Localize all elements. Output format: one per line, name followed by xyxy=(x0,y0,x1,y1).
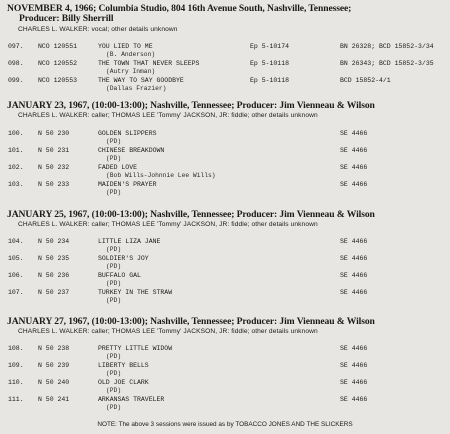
track-title: BUFFALO GAL xyxy=(98,272,141,279)
track-issue: SE 4466 xyxy=(340,396,368,403)
session-heading xyxy=(7,4,447,24)
track-credit: (Autry Inman) xyxy=(106,68,156,75)
track-issue: SE 4466 xyxy=(340,345,368,352)
track-number: 109. xyxy=(8,362,24,369)
track-title: LITTLE LIZA JANE xyxy=(98,238,161,245)
track-issue: SE 4466 xyxy=(340,255,368,262)
track-issue: SE 4466 xyxy=(340,181,368,188)
track-issue: SE 4466 xyxy=(340,164,368,171)
track-number: 111. xyxy=(8,396,24,403)
session-personnel: CHARLES L. WALKER: caller; THOMAS LEE 'Tommy' JACKSON, JR: fiddle; other details unknown xyxy=(18,221,318,228)
track-title: ARKANSAS TRAVELER xyxy=(98,396,165,403)
track-credit: (PD) xyxy=(106,353,122,360)
track-matrix: N 50 239 xyxy=(38,362,70,369)
track-credit: (PD) xyxy=(106,297,122,304)
track-epic-number: Ep 5-10118 xyxy=(250,77,290,84)
track-credit: (PD) xyxy=(106,404,122,411)
track-title: THE WAY TO SAY GOODBYE xyxy=(98,77,184,84)
footnote: NOTE: The above 3 sessions were issued as by TOBACCO JONES AND THE SLICKERS xyxy=(97,421,353,428)
track-title: YOU LIED TO ME xyxy=(98,43,153,50)
track-credit: (B. Anderson) xyxy=(106,51,156,58)
track-title: THE TOWN THAT NEVER SLEEPS xyxy=(98,60,200,67)
track-number: 110. xyxy=(8,379,24,386)
session-heading-line1: NOVEMBER 4, 1966; Columbia Studio, 804 16th Avenue South, Nashville, Tennessee; xyxy=(7,3,352,14)
track-number: 098. xyxy=(8,60,24,67)
track-credit: (Bob Wills-Johnnie Lee Wills) xyxy=(106,172,216,179)
track-title: FADED LOVE xyxy=(98,164,138,171)
track-credit: (PD) xyxy=(106,280,122,287)
track-matrix: NCO 120552 xyxy=(38,60,78,67)
session-personnel: CHARLES L. WALKER: vocal; other details unknown xyxy=(18,26,178,33)
track-title: TURKEY IN THE STRAW xyxy=(98,289,173,296)
track-issue: SE 4466 xyxy=(340,289,368,296)
track-issue: SE 4466 xyxy=(340,362,368,369)
track-credit: (PD) xyxy=(106,370,122,377)
track-issue: SE 4466 xyxy=(340,272,368,279)
session-personnel: CHARLES L. WALKER: caller; THOMAS LEE 'Tommy' JACKSON, JR: fiddle; other details unknown xyxy=(18,112,318,119)
session-heading xyxy=(7,210,447,220)
session-heading-line1: JANUARY 27, 1967, (10:00-13:00); Nashville, Tennessee; Producer: Jim Vienneau & Wilson xyxy=(7,316,375,327)
track-number: 102. xyxy=(8,164,24,171)
track-epic-number: Ep 5-10174 xyxy=(250,43,290,50)
track-title: CHINESE BREAKDOWN xyxy=(98,147,165,154)
track-number: 106. xyxy=(8,272,24,279)
track-epic-number: Ep 5-10118 xyxy=(250,60,290,67)
track-matrix: N 50 232 xyxy=(38,164,70,171)
session-heading-line1: JANUARY 25, 1967, (10:00-13:00); Nashville, Tennessee; Producer: Jim Vienneau & Wilson xyxy=(7,209,375,220)
track-number: 097. xyxy=(8,43,24,50)
track-number: 108. xyxy=(8,345,24,352)
track-issue: SE 4466 xyxy=(340,238,368,245)
track-issue: BCD 15852-4/1 xyxy=(340,77,391,84)
track-credit: (PD) xyxy=(106,387,122,394)
track-matrix: NCO 120551 xyxy=(38,43,78,50)
track-credit: (PD) xyxy=(106,138,122,145)
track-number: 107. xyxy=(8,289,24,296)
track-credit: (PD) xyxy=(106,155,122,162)
track-title: OLD JOE CLARK xyxy=(98,379,149,386)
track-matrix: N 50 233 xyxy=(38,181,70,188)
session-heading xyxy=(7,317,447,327)
track-issue: BN 26328; BCD 15852-3/34 xyxy=(340,43,434,50)
track-matrix: N 50 236 xyxy=(38,272,70,279)
track-credit: (PD) xyxy=(106,189,122,196)
track-credit: (PD) xyxy=(106,246,122,253)
track-issue: SE 4466 xyxy=(340,379,368,386)
track-matrix: N 50 231 xyxy=(38,147,70,154)
track-matrix: N 50 230 xyxy=(38,130,70,137)
track-issue: SE 4466 xyxy=(340,130,368,137)
track-title: SOLDIER'S JOY xyxy=(98,255,149,262)
session-personnel: CHARLES L. WALKER: caller; THOMAS LEE 'Tommy' JACKSON, JR: fiddle; other details unknown xyxy=(18,328,318,335)
track-credit: (Dallas Frazier) xyxy=(106,85,167,92)
track-number: 099. xyxy=(8,77,24,84)
track-title: PRETTY LITTLE WIDOW xyxy=(98,345,173,352)
track-number: 103. xyxy=(8,181,24,188)
session-heading-line2: Producer: Billy Sherrill xyxy=(19,13,114,24)
track-matrix: N 50 235 xyxy=(38,255,70,262)
session-heading-line1: JANUARY 23, 1967, (10:00-13:00); Nashville, Tennessee; Producer: Jim Vienneau & Wilson xyxy=(7,100,375,111)
track-title: LIBERTY BELLS xyxy=(98,362,149,369)
track-title: GOLDEN SLIPPERS xyxy=(98,130,157,137)
track-issue: SE 4466 xyxy=(340,147,368,154)
track-matrix: NCO 120553 xyxy=(38,77,78,84)
track-credit: (PD) xyxy=(106,263,122,270)
track-matrix: N 50 234 xyxy=(38,238,70,245)
track-number: 105. xyxy=(8,255,24,262)
track-matrix: N 50 237 xyxy=(38,289,70,296)
track-issue: BN 26343; BCD 15852-3/35 xyxy=(340,60,434,67)
track-matrix: N 50 240 xyxy=(38,379,70,386)
track-number: 100. xyxy=(8,130,24,137)
track-number: 101. xyxy=(8,147,24,154)
track-title: MAIDEN'S PRAYER xyxy=(98,181,157,188)
track-matrix: N 50 238 xyxy=(38,345,70,352)
track-matrix: N 50 241 xyxy=(38,396,70,403)
track-number: 104. xyxy=(8,238,24,245)
session-heading xyxy=(7,101,447,111)
